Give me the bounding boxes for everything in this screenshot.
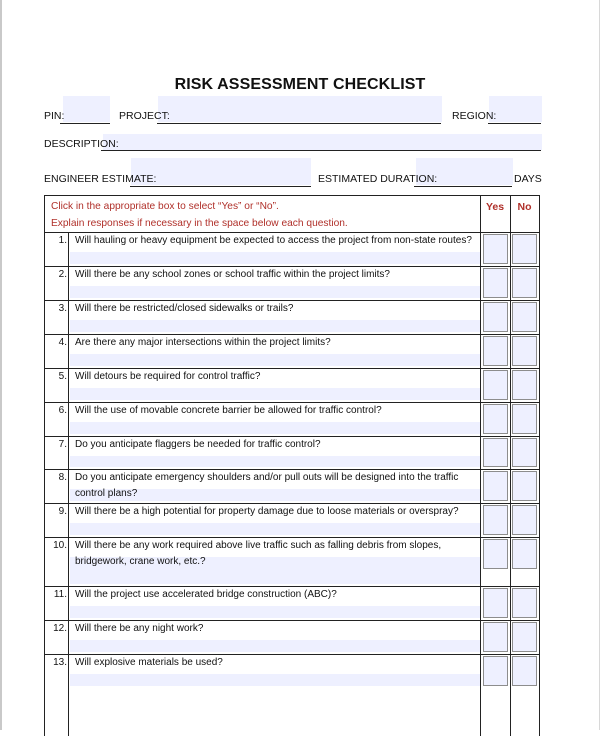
explanation-field[interactable] bbox=[70, 252, 480, 264]
question-text: Are there any major intersections within the project limits? bbox=[75, 337, 331, 348]
no-checkbox[interactable] bbox=[512, 539, 537, 569]
no-checkbox[interactable] bbox=[512, 336, 537, 366]
question-number: 4. bbox=[58, 337, 67, 348]
question-number: 8. bbox=[58, 472, 67, 483]
explanation-field[interactable] bbox=[70, 674, 480, 686]
yes-checkbox[interactable] bbox=[483, 404, 508, 434]
question-text: Will there be any night work? bbox=[75, 623, 204, 634]
question-text: Will there be a high potential for property damage due to loose materials or overspray? bbox=[75, 506, 459, 517]
engineer-estimate-label: ENGINEER ESTIMATE: bbox=[44, 173, 157, 185]
yes-checkbox[interactable] bbox=[483, 336, 508, 366]
question-text: Will there be restricted/closed sidewalks or trails? bbox=[75, 303, 294, 314]
project-label: PROJECT: bbox=[119, 110, 170, 122]
yes-checkbox[interactable] bbox=[483, 268, 508, 298]
explanation-field[interactable] bbox=[70, 422, 480, 434]
no-checkbox[interactable] bbox=[512, 370, 537, 400]
description-underline bbox=[101, 150, 541, 151]
question-number: 11. bbox=[53, 589, 67, 600]
question-number: 2. bbox=[58, 269, 67, 280]
region-label: REGION: bbox=[452, 110, 497, 122]
number-column-divider bbox=[68, 232, 69, 736]
question-text: Will the use of movable concrete barrier be allowed for traffic control? bbox=[75, 405, 382, 416]
no-checkbox[interactable] bbox=[512, 268, 537, 298]
pin-field[interactable] bbox=[63, 96, 110, 122]
pin-underline bbox=[60, 123, 110, 124]
yes-checkbox[interactable] bbox=[483, 471, 508, 501]
question-text: Will explosive materials be used? bbox=[75, 657, 223, 668]
no-column-header: No bbox=[517, 201, 532, 213]
yes-checkbox[interactable] bbox=[483, 302, 508, 332]
description-field[interactable] bbox=[103, 134, 542, 150]
yes-checkbox[interactable] bbox=[483, 539, 508, 569]
question-text: Will there be any school zones or school traffic within the project limits? bbox=[75, 269, 390, 280]
question-number: 7. bbox=[58, 439, 67, 450]
page-edge bbox=[0, 0, 2, 730]
no-checkbox[interactable] bbox=[512, 656, 537, 686]
question-number: 5. bbox=[58, 371, 67, 382]
no-checkbox[interactable] bbox=[512, 622, 537, 652]
explanation-field[interactable] bbox=[70, 606, 480, 618]
explanation-field[interactable] bbox=[70, 286, 480, 298]
explanation-field[interactable] bbox=[70, 456, 480, 467]
page-title: RISK ASSESSMENT CHECKLIST bbox=[174, 76, 426, 93]
no-checkbox[interactable] bbox=[512, 302, 537, 332]
question-number: 3. bbox=[58, 303, 67, 314]
yes-checkbox[interactable] bbox=[483, 505, 508, 535]
engineer-estimate-field[interactable] bbox=[131, 158, 311, 185]
question-number: 13. bbox=[53, 657, 67, 668]
yes-checkbox[interactable] bbox=[483, 588, 508, 618]
question-number: 6. bbox=[58, 405, 67, 416]
yes-column-divider bbox=[480, 196, 481, 736]
question-number: 9. bbox=[58, 506, 67, 517]
question-text: Will hauling or heavy equipment be expected to access the project from non-state routes? bbox=[75, 235, 472, 246]
no-column-divider bbox=[510, 196, 511, 736]
question-text: Will detours be required for control traffic? bbox=[75, 371, 261, 382]
explanation-field[interactable] bbox=[70, 320, 480, 332]
yes-checkbox[interactable] bbox=[483, 370, 508, 400]
question-text: Do you anticipate emergency shoulders and/or pull outs will be designed into the traffic control plans? bbox=[75, 472, 459, 499]
region-field[interactable] bbox=[489, 96, 542, 122]
estimated-duration-underline bbox=[414, 186, 512, 187]
instruction-line-2: Explain responses if necessary in the space below each question. bbox=[51, 218, 348, 229]
yes-checkbox[interactable] bbox=[483, 622, 508, 652]
yes-checkbox[interactable] bbox=[483, 234, 508, 264]
no-checkbox[interactable] bbox=[512, 234, 537, 264]
no-checkbox[interactable] bbox=[512, 404, 537, 434]
project-field[interactable] bbox=[158, 96, 442, 122]
no-checkbox[interactable] bbox=[512, 505, 537, 535]
explanation-field[interactable] bbox=[70, 523, 480, 535]
engineer-estimate-underline bbox=[130, 186, 311, 187]
question-number: 12. bbox=[53, 623, 67, 634]
no-checkbox[interactable] bbox=[512, 438, 537, 467]
question-text: Will there be any work required above live traffic such as falling debris from slopes, bridgework, crane work, etc.? bbox=[75, 540, 442, 567]
days-label: DAYS bbox=[514, 173, 542, 185]
question-text: Will the project use accelerated bridge construction (ABC)? bbox=[75, 589, 337, 600]
instruction-line-1: Click in the appropriate box to select “Yes” or “No”. bbox=[51, 201, 279, 212]
explanation-field[interactable] bbox=[70, 388, 480, 400]
question-text: Do you anticipate flaggers be needed for traffic control? bbox=[75, 439, 321, 450]
yes-column-header: Yes bbox=[485, 201, 505, 213]
description-label: DESCRIPTION: bbox=[44, 138, 119, 150]
estimated-duration-label: ESTIMATED DURATION: bbox=[318, 173, 438, 185]
explanation-field[interactable] bbox=[70, 640, 480, 652]
project-underline bbox=[157, 123, 441, 124]
pin-label: PIN: bbox=[44, 110, 65, 122]
yes-checkbox[interactable] bbox=[483, 438, 508, 467]
checklist-table bbox=[44, 195, 540, 736]
region-underline bbox=[488, 123, 541, 124]
question-number: 10. bbox=[53, 540, 67, 551]
yes-checkbox[interactable] bbox=[483, 656, 508, 686]
no-checkbox[interactable] bbox=[512, 588, 537, 618]
explanation-field[interactable] bbox=[70, 354, 480, 366]
question-number: 1. bbox=[58, 235, 67, 246]
no-checkbox[interactable] bbox=[512, 471, 537, 501]
